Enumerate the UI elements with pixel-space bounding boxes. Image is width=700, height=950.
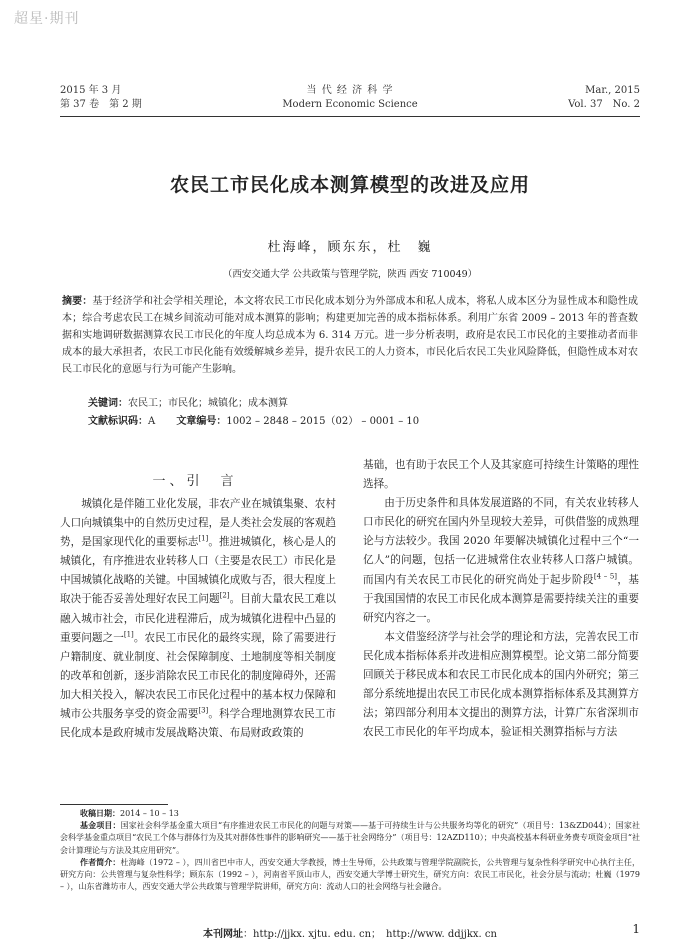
keywords-text: 农民工；市民化；城镇化；成本测算 <box>128 398 288 409</box>
citation: [2] <box>219 591 230 600</box>
issue-date-en: Mar., 2015 <box>585 85 640 96</box>
page-number: 1 <box>632 922 640 936</box>
paragraph: 由于历史条件和具体发展道路的不同，有关农业转移人口市民化的研究在国内外呈现较大差异，可供借鉴的成熟理论与方法较少。我国 2020 年要解决城镇化过程中三个“一亿人”的问题，包括一亿进城常住农业转移人口落户城镇。而国内有关农民工市民化的研究尚处于起步阶段[4 – 5]，基于我国国情的农民工市民化成本测算是需要持续关注的重要研究内容之一。 <box>363 497 640 624</box>
citation: [4 – 5] <box>593 572 618 581</box>
abstract-label: 摘要： <box>62 296 93 307</box>
doc-code-value: A <box>148 416 156 427</box>
citation: [3] <box>198 706 209 715</box>
journal-name-en: Modern Economic Science <box>282 99 418 110</box>
volume-en: Vol. 37 No. 2 <box>568 99 640 110</box>
article-no-label: 文章编号： <box>176 416 227 427</box>
header-right <box>568 84 640 112</box>
keywords-label: 关键词： <box>88 398 128 409</box>
header-rule <box>60 116 640 117</box>
footnote-authors: 作者简介：杜海峰（1972 – ），四川省巴中市人，西安交通大学教授，博士生导师，公共政策与管理学院副院长，公共管理与复杂性科学研究中心执行主任，研究方向：公共管理与复杂性科学；顾东东（1992 – ），河南省平顶山市人，西安交通大学博士研究生，研究方向：农民工市民化，社会分层与流动；杜巍（1979 – ），山东省潍坊市人，西安交通大学公共政策与管理学院讲师，研究方向：流动人口的社会网络与社会融合。 <box>60 857 640 892</box>
right-column <box>363 456 639 742</box>
issue-date-cn: 2015 年 3 月 <box>60 85 122 96</box>
citation: [1] <box>198 534 209 543</box>
footnotes <box>60 808 640 893</box>
volume-cn: 第 37 卷 第 2 期 <box>60 99 142 110</box>
abstract <box>62 293 638 378</box>
footnote-received: 收稿日期：2014 – 10 – 13 <box>80 809 179 818</box>
article-no-value: 1002 – 2848 – 2015（02） – 0001 – 10 <box>226 416 420 427</box>
footnote-rule <box>60 804 168 805</box>
citation: [1] <box>123 630 134 639</box>
journal-website: 本刊网址：http://jjkx. xjtu. edu. cn； http://www. ddjjkx. cn <box>203 929 497 940</box>
footnote-fund: 基金项目：国家社会科学基金重大项目“有序推进农民工市民化的问题与对策——基于可持续生计与公共服务均等化的研究”（项目号：13&ZD044）；国家社会科学基金重点项目“农民工个体与群体行为及其对群体性事件的影响研究——基于社会网络分”（项目号：12AZD110）；中央高校基本科研业务费专项资金项目“社会计算理论与方法及其应用研究”。 <box>60 821 641 855</box>
watermark: 超星·期刊 <box>14 11 80 27</box>
paragraph: 基础，也有助于农民工个人及其家庭可持续生计策略的理性选择。 <box>363 459 639 491</box>
authors: 杜海峰，顾东东，杜 巍 <box>267 240 433 255</box>
paragraph: 本文借鉴经济学与社会学的理论和方法，完善农民工市民化成本指标体系并改进相应测算模型。论文第二部分简要回顾关于移民成本和农民工市民化成本的国内外研究；第三部分系统地提出农民工市民化成本测算指标体系及其测算方法；第四部分利用本文提出的测算方法，计算广东省深圳市农民工市民化的年平均成本，验证相关测算指标与方法 <box>363 630 639 739</box>
paragraph: 城镇化是伴随工业化发展，非农产业在城镇集聚、农村人口向城镇集中的自然历史过程，是人类社会发展的客观趋势，是国家现代化的重要标志[1]。推进城镇化，核心是人的城镇化，有序推进农业转移人口（主要是农民工）市民化是中国城镇化战略的关键。中国城镇化成败与否，很大程度上取决于能否妥善处理好农民工问题[2]。目前大量农民工难以融入城市社会，市民化进程滞后，成为城镇化进程中凸显的重要问题之一[1]。农民工市民化的最终实现，除了需要进行户籍制度、就业制度、社会保障制度、土地制度等相关制度的改革和创新，逐步消除农民工市民化的制度障碍外，还需加大相关投入，解决农民工市民化过程中的基本权力保障和城市公共服务享受的资金需要[3]。科学合理地测算农民工市民化成本是政府城市发展战略决策、布局财政政策的 <box>60 498 337 740</box>
article-title: 农民工市民化成本测算模型的改进及应用 <box>169 174 530 196</box>
journal-name-cn: 当 代 经 济 科 学 <box>306 85 394 96</box>
doc-code-label: 文献标识码： <box>88 416 148 427</box>
section-heading-intro: 一、引 言 <box>152 474 238 489</box>
abstract-text: 基于经济学和社会学相关理论，本文将农民工市民化成本划分为外部成本和私人成本，将私人成本区分为显性成本和隐性成本；综合考虑农民工在城乡间流动可能对成本测算的影响；构建更加完善的成本指标体系。利用广东省 2009 – 2013 年的普查数据和实地调研数据测算农民工市民化的年度人均总成本为 6. 314 万元。进一步分析表明，政府是农民工市民化的主要推动者而非成本的最大承担者，农民工市民化能有效缓解城乡差异，提升农民工的人力资本，市民化后农民工失业风险降低，但隐性成本对农民工市民化的意愿与行为可能产生影响。 <box>62 296 639 375</box>
left-column <box>60 495 336 743</box>
keywords <box>88 395 638 412</box>
affiliation: （西安交通大学 公共政策与管理学院，陕西 西安 710049） <box>222 269 478 280</box>
doc-ids <box>88 413 437 430</box>
